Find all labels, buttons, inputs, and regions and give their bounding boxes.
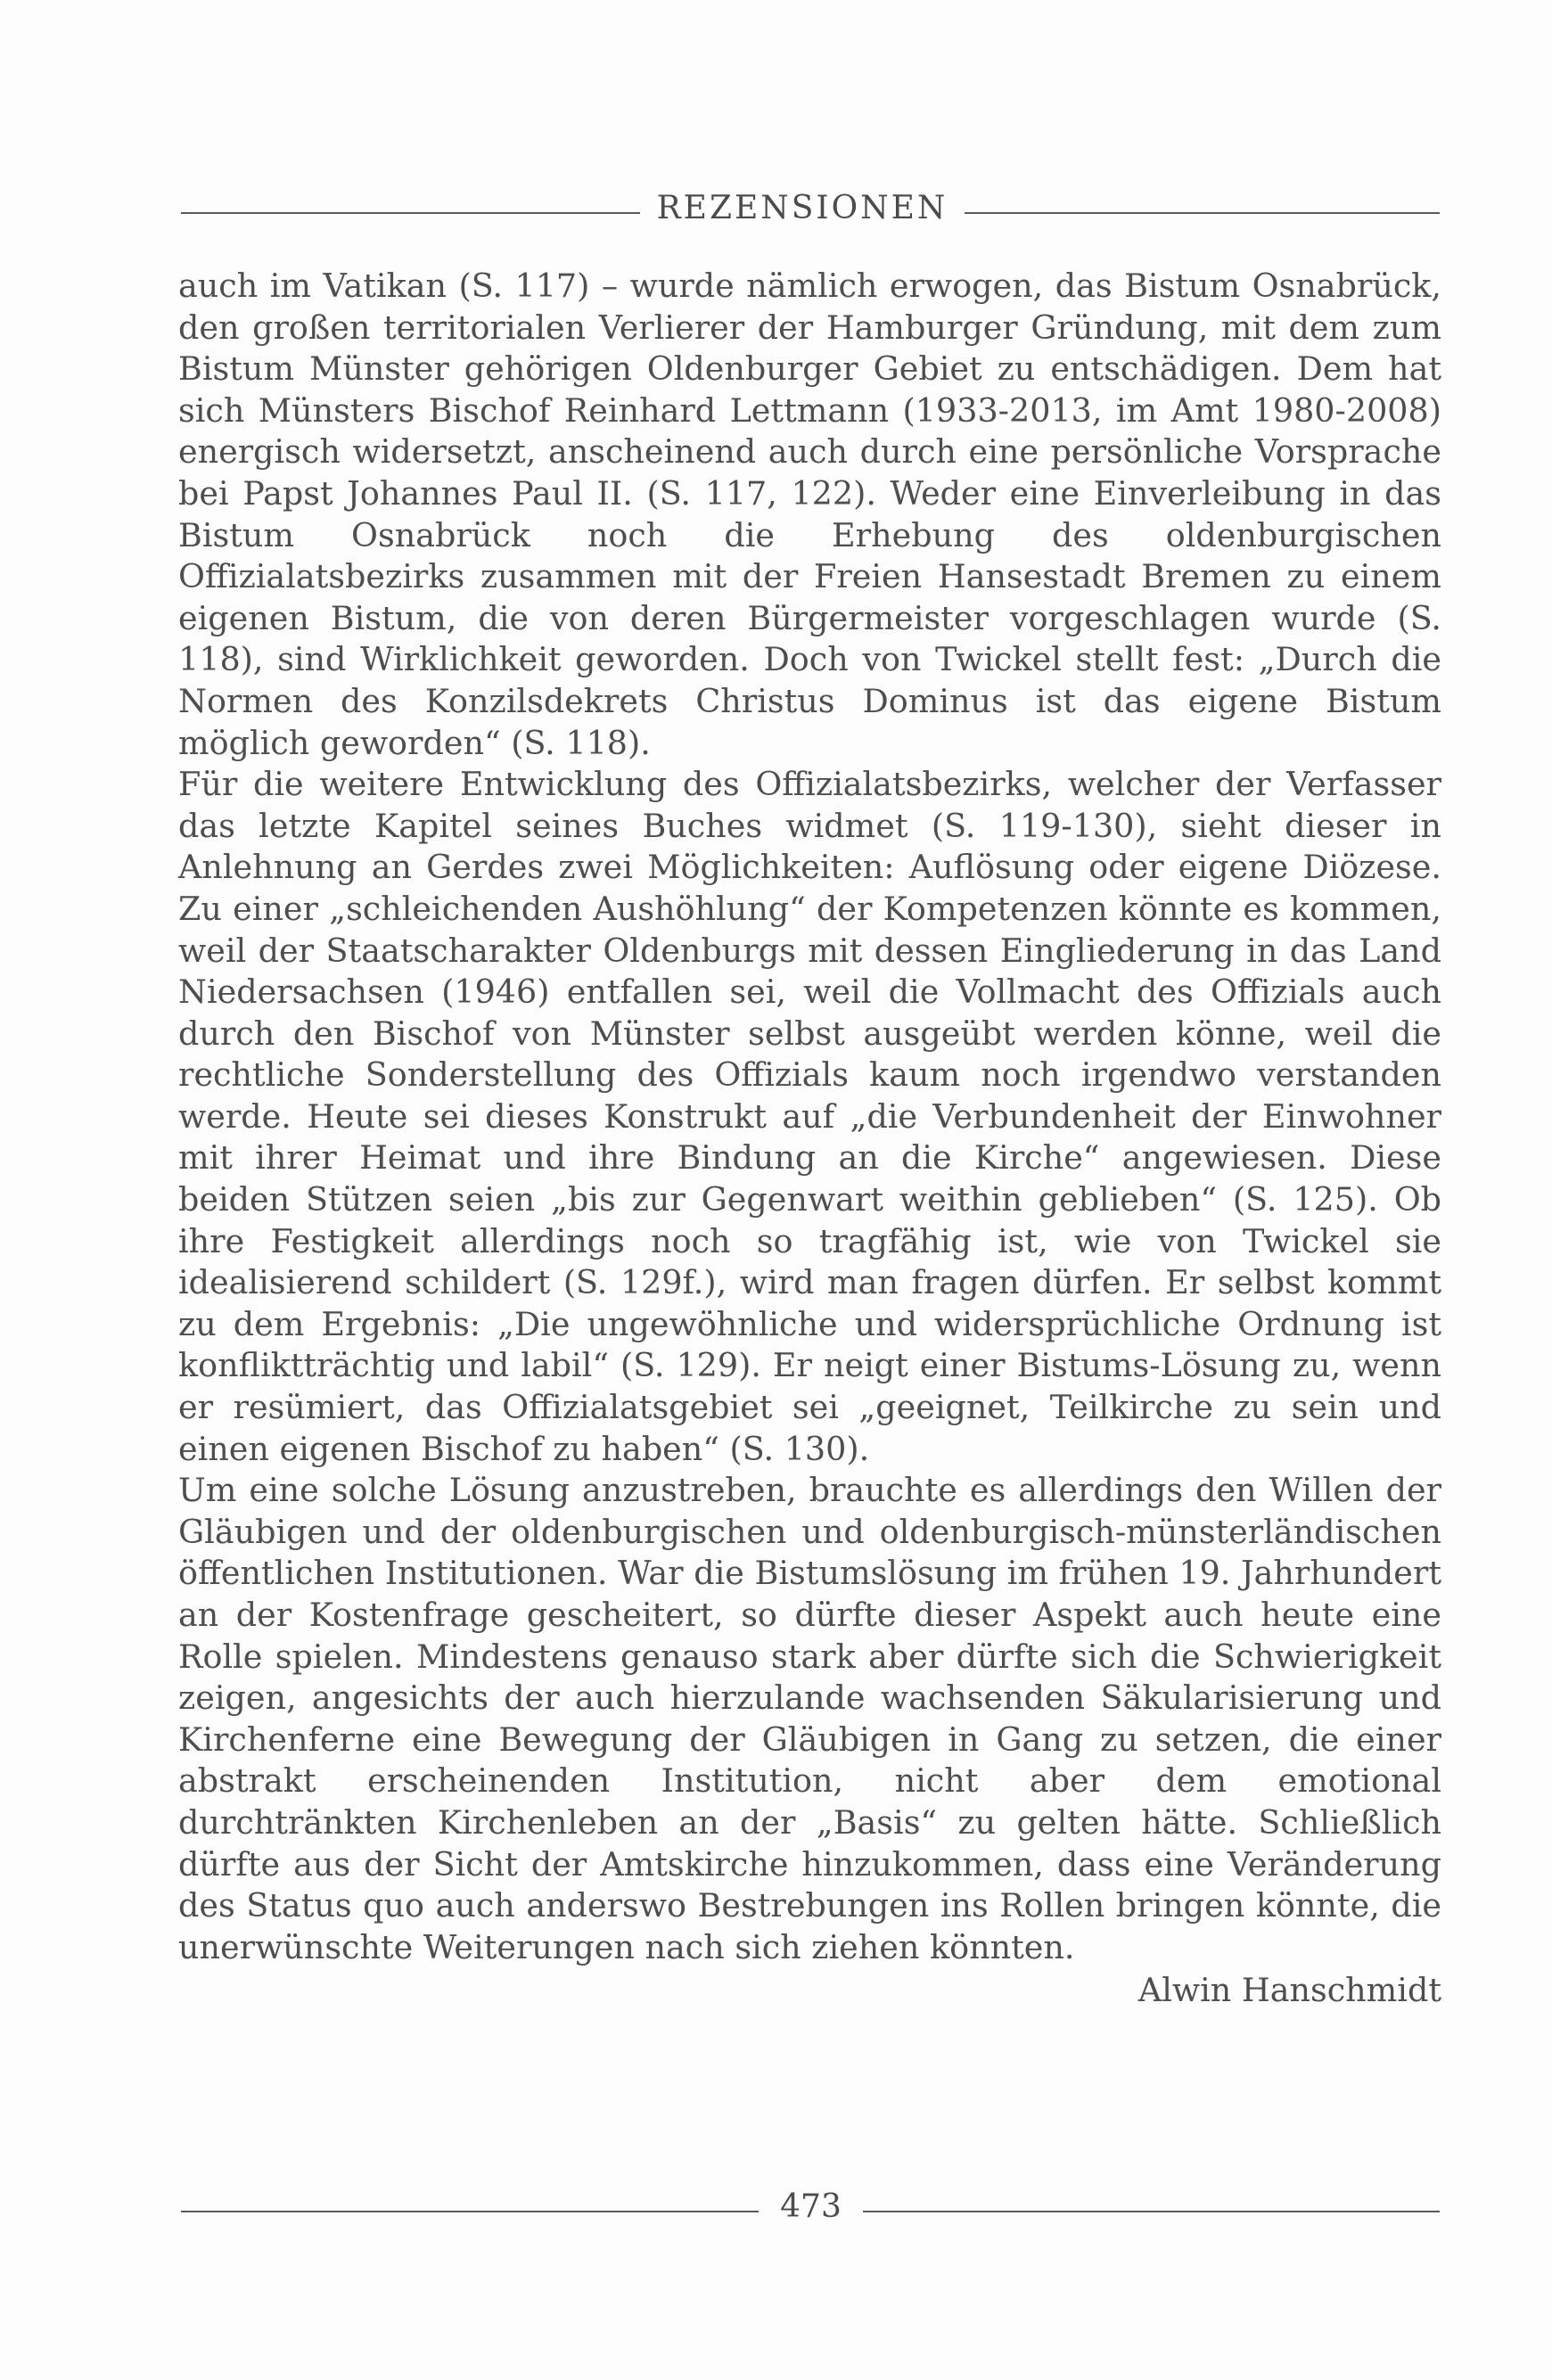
- page-number: 473: [780, 2188, 842, 2225]
- footer-rule-left: [181, 2211, 759, 2212]
- review-author: Alwin Hanschmidt: [1137, 1971, 1441, 2010]
- paragraph-1: auch im Vatikan (S. 117) – wurde nämlich erwogen, das Bistum Osnabrück, den großen territorialen Verlierer der Hamburger Gründung, mit dem zum Bistum Münster gehörigen Oldenburger Gebiet zu entschädigen. Dem hat sich Münsters Bischof Reinhard Lettmann (1933-2013, im Amt 1980-2008) energisch widersetzt, anscheinend auch durch eine persönliche Vorsprache bei Papst Johannes Paul II. (S. 117, 122). Weder eine Einverleibung in das Bistum Osnabrück noch die Erhebung des oldenburgischen Offizialatsbezirks zusammen mit der Freien Hansestadt Bremen zu einem eigenen Bistum, die von deren Bürgermeister vorgeschlagen wurde (S. 118), sind Wirklichkeit geworden. Doch von Twickel stellt fest: „Durch die Normen des Konzilsdekrets Christus Dominus ist das eigene Bistum möglich geworden“ (S. 118).: [178, 267, 1441, 762]
- paragraph-3: Um eine solche Lösung anzustreben, brauchte es allerdings den Willen der Gläubigen und der oldenburgischen und oldenburgisch-münsterländischen öffentlichen Institutionen. War die Bistumslösung im frühen 19. Jahrhundert an der Kostenfrage gescheitert, so dürfte dieser Aspekt auch heute eine Rolle spielen. Mindestens genauso stark aber dürfte sich die Schwierigkeit zeigen, angesichts der auch hierzulande wachsenden Säkularisierung und Kirchenferne eine Bewegung der Gläubigen in Gang zu setzen, die einer abstrakt erscheinenden Institution, nicht aber dem emotional durchtränkten Kirchenleben an der „Basis“ zu gelten hätte. Schließlich dürfte aus der Sicht der Amtskirche hinzukommen, dass eine Veränderung des Status quo auch anderswo Bestrebungen ins Rollen bringen könnte, die unerwünschte Weiterungen nach sich ziehen könnten.: [178, 1471, 1441, 1966]
- paragraph-2: Für die weitere Entwicklung des Offizialatsbezirks, welcher der Verfasser das letzte Kapitel seines Buches widmet (S. 119-130), sieht dieser in Anlehnung an Gerdes zwei Möglichkeiten: Auflösung oder eigene Diözese. Zu einer „schleichenden Aushöhlung“ der Kompetenzen könnte es kommen, weil der Staatscharakter Oldenburgs mit dessen Eingliederung in das Land Niedersachsen (1946) entfallen sei, weil die Vollmacht des Offizials auch durch den Bischof von Münster selbst ausgeübt werden könne, weil die rechtliche Sonderstellung des Offizials kaum noch irgendwo verstanden werde. Heute sei dieses Konstrukt auf „die Verbundenheit der Einwohner mit ihrer Heimat und ihre Bindung an die Kirche“ angewiesen. Diese beiden Stützen seien „bis zur Gegenwart weithin geblieben“ (S. 125). Ob ihre Festigkeit allerdings noch so tragfähig ist, wie von Twickel sie idealisierend schildert (S. 129f.), wird man fragen dürfen. Er selbst kommt zu dem Ergebnis: „Die ungewöhnliche und widersprüchliche Ordnung ist konfliktträchtig und labil“ (S. 129). Er neigt einer Bistums-Lösung zu, wenn er resümiert, das Offizialatsgebiet sei „geeignet, Teilkirche zu sein und einen eigenen Bischof zu haben“ (S. 130).: [178, 765, 1441, 1468]
- running-head: REZENSIONEN: [656, 190, 948, 226]
- header-rule-right: [965, 212, 1440, 214]
- footer-rule-right: [863, 2211, 1440, 2212]
- header-rule-left: [181, 212, 640, 214]
- review-text: [178, 266, 1441, 2012]
